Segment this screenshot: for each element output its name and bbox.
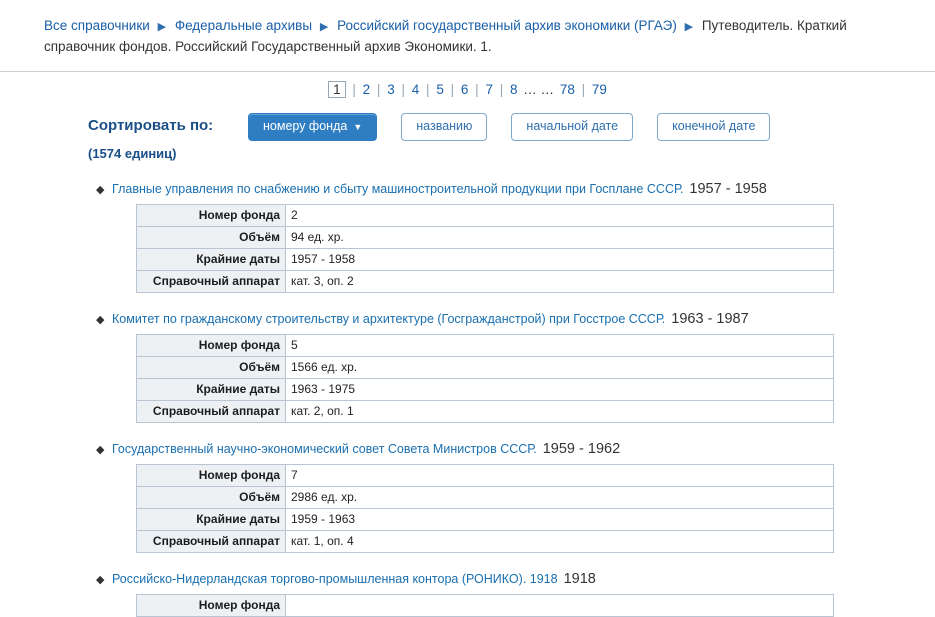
table-row [137,595,834,617]
fund-title-link[interactable]: Государственный научно-экономический совет Совета Министров СССР. [112,442,537,456]
fund-header [96,571,935,589]
fund-volume-value: 1566 ед. хр. [286,357,834,379]
page-link-7[interactable]: 7 [485,82,493,97]
page-separator: | [475,82,479,97]
page-separator: | [376,82,381,97]
fund-number-value: 7 [286,465,834,487]
fund-dates-label: Крайние даты [137,509,286,531]
fund-title-link[interactable]: Главные управления по снабжению и сбыту машиностроительной продукции при Госплане СССР. [112,182,684,196]
fund-dates-label: Крайние даты [137,379,286,401]
fund-number-label: Номер фонда [137,465,286,487]
chevron-right-icon: ▶ [157,21,167,33]
bullet-icon: ◆ [96,574,105,586]
fund-years: 1963 - 1987 [671,311,749,327]
page-separator: | [426,82,430,97]
fund-number-label: Номер фонда [137,335,286,357]
page-separator: | [499,82,504,97]
table-row [137,379,834,401]
fund-years: 1918 [563,571,596,587]
sort-by-name-button[interactable]: названию [401,113,487,141]
bullet-icon: ◆ [96,444,105,456]
fund-years: 1957 - 1958 [689,181,767,197]
sort-label: Сортировать по: [88,117,214,134]
fund-dates-label: Крайние даты [137,249,286,271]
page-link-6[interactable]: 6 [460,82,469,97]
chevron-right-icon: ▶ [319,21,329,33]
fund-number-value: 2 [286,205,834,227]
page-separator: | [401,82,405,97]
fund-title-link[interactable]: Комитет по гражданскому строительству и архитектуре (Госгражданстрой) при Госстрое СССР. [112,312,666,326]
fund-number-label: Номер фонда [137,205,286,227]
page-link-8[interactable]: 8 [510,82,518,97]
list-item [96,441,935,553]
list-item [96,571,935,617]
fund-years: 1959 - 1962 [542,441,621,457]
breadcrumb-item-all[interactable]: Все справочники [44,18,150,33]
list-item [96,311,935,423]
fund-volume-value: 2986 ед. хр. [286,487,834,509]
table-row [137,487,834,509]
fund-details-table [136,334,834,423]
fund-dates-value: 1959 - 1963 [286,509,834,531]
table-row [137,531,834,553]
page-ellipsis: … … [523,82,555,97]
table-row [137,205,834,227]
sort-by-fund-number-button[interactable] [248,113,377,141]
fund-volume-label: Объём [137,227,286,249]
table-row [137,465,834,487]
fund-reference-value: кат. 1, оп. 4 [286,531,834,553]
sort-by-start-date-button[interactable]: начальной дате [511,113,633,141]
bullet-icon: ◆ [96,314,105,326]
page-link-4[interactable]: 4 [411,82,420,97]
fund-reference-label: Справочный аппарат [137,401,286,423]
page-link-3[interactable]: 3 [387,82,395,97]
page-link-5[interactable]: 5 [436,82,444,97]
fund-header [96,181,935,199]
fund-details-table [136,464,834,553]
sort-bar [0,103,935,165]
table-row [137,227,834,249]
record-count: (1574 единиц) [88,146,177,161]
page-separator: | [352,82,356,97]
table-row [137,249,834,271]
sort-by-end-date-button[interactable]: конечной дате [657,113,770,141]
fund-reference-value: кат. 3, оп. 2 [286,271,834,293]
breadcrumb [0,0,935,67]
page-separator: | [450,82,455,97]
page-link-79[interactable]: 79 [591,82,607,97]
pagination [0,72,935,103]
list-item [96,181,935,293]
fund-dates-value: 1957 - 1958 [286,249,834,271]
page-separator: | [581,82,586,97]
table-row [137,357,834,379]
fund-volume-value: 94 ед. хр. [286,227,834,249]
fund-reference-label: Справочный аппарат [137,531,286,553]
fund-title-link[interactable]: Российско-Нидерландская торгово-промышленная контора (РОНИКО). 1918 [112,572,558,586]
fund-header [96,441,935,459]
fund-dates-value: 1963 - 1975 [286,379,834,401]
fund-volume-label: Объём [137,357,286,379]
fund-details-table [136,204,834,293]
fund-header [96,311,935,329]
sort-label-block [88,111,248,165]
page-link-2[interactable]: 2 [362,82,371,97]
breadcrumb-item-rgae[interactable]: Российский государственный архив экономики (РГАЭ) [337,18,677,33]
table-row [137,509,834,531]
fund-volume-label: Объём [137,487,286,509]
sort-by-fund-number-label: номеру фонда [263,119,348,133]
fund-list [0,165,935,617]
fund-reference-value: кат. 2, оп. 1 [286,401,834,423]
table-row [137,271,834,293]
breadcrumb-item-current: Путеводитель. Краткий справочник фондов. Российский Государственный архив Экономики. 1. [44,18,847,54]
fund-number-value [286,595,834,617]
bullet-icon: ◆ [96,184,105,196]
fund-details-table [136,594,834,617]
page-link-78[interactable]: 78 [559,82,575,97]
table-row [137,335,834,357]
sort-button-group [248,111,770,141]
chevron-down-icon: ▼ [353,121,363,132]
chevron-right-icon: ▶ [684,21,694,33]
table-row [137,401,834,423]
fund-reference-label: Справочный аппарат [137,271,286,293]
page-current: 1 [328,81,346,98]
fund-number-label: Номер фонда [137,595,286,617]
fund-number-value: 5 [286,335,834,357]
breadcrumb-item-federal[interactable]: Федеральные архивы [174,18,313,33]
